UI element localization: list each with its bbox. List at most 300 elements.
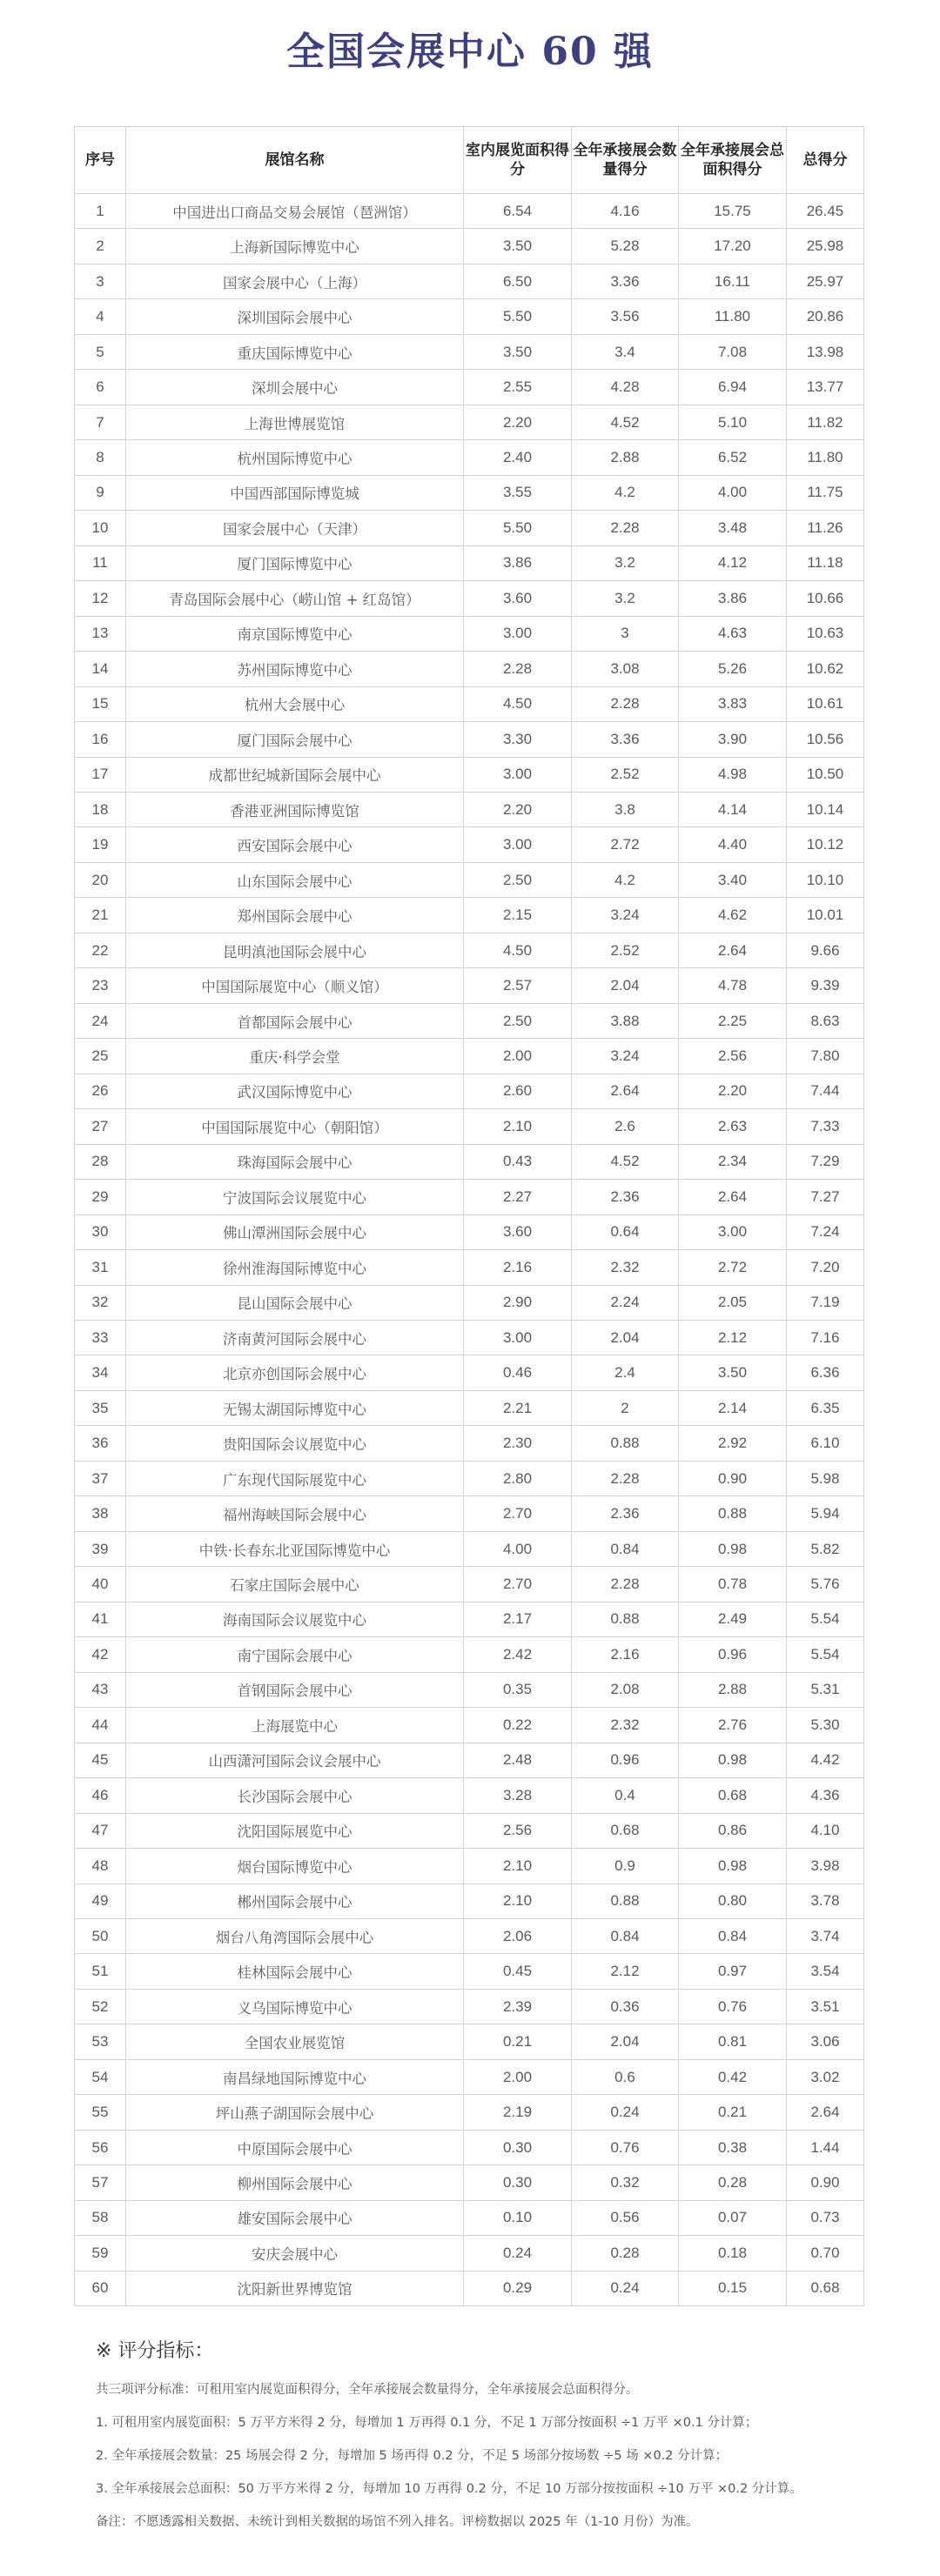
cell-index: 12 bbox=[75, 581, 126, 616]
cell-index: 52 bbox=[75, 1989, 126, 2024]
cell-total-score: 4.42 bbox=[787, 1743, 864, 1777]
cell-exhibition-count-score: 4.16 bbox=[572, 194, 679, 229]
table-row bbox=[75, 1567, 864, 1602]
cell-indoor-area-score: 2.55 bbox=[464, 370, 572, 405]
cell-index: 10 bbox=[75, 511, 126, 545]
cell-exhibition-area-score: 0.84 bbox=[679, 1918, 787, 1953]
cell-exhibition-area-score: 3.40 bbox=[679, 862, 787, 897]
cell-indoor-area-score: 2.00 bbox=[464, 1039, 572, 1074]
cell-exhibition-count-score: 2.32 bbox=[572, 1708, 679, 1743]
cell-index: 34 bbox=[75, 1355, 126, 1390]
cell-exhibition-count-score: 3.24 bbox=[572, 1039, 679, 1074]
cell-index: 35 bbox=[75, 1390, 126, 1425]
cell-total-score: 26.45 bbox=[787, 194, 864, 229]
ranking-table bbox=[74, 126, 864, 2306]
cell-index: 22 bbox=[75, 933, 126, 967]
cell-total-score: 11.82 bbox=[787, 405, 864, 439]
table-row bbox=[75, 1743, 864, 1777]
cell-total-score: 5.30 bbox=[787, 1708, 864, 1743]
cell-indoor-area-score: 3.00 bbox=[464, 827, 572, 862]
table-row bbox=[75, 933, 864, 967]
notes-line: 2. 全年承接展会数量：25 场展会得 2 分，每增加 5 场再得 0.2 分，不足 5 场部分按场数 ÷5 场 ×0.2 分计算； bbox=[96, 2449, 728, 2463]
cell-total-score: 6.10 bbox=[787, 1426, 864, 1461]
cell-index: 1 bbox=[75, 194, 126, 229]
cell-index: 20 bbox=[75, 862, 126, 897]
cell-name: 海南国际会议展览中心 bbox=[126, 1602, 464, 1636]
cell-exhibition-area-score: 0.42 bbox=[679, 2059, 787, 2094]
cell-indoor-area-score: 2.42 bbox=[464, 1637, 572, 1672]
cell-indoor-area-score: 4.50 bbox=[464, 686, 572, 721]
cell-name: 首钢国际会展中心 bbox=[126, 1672, 464, 1707]
cell-exhibition-count-score: 0.68 bbox=[572, 1813, 679, 1848]
table-row bbox=[75, 1708, 864, 1743]
cell-exhibition-area-score: 3.00 bbox=[679, 1214, 787, 1249]
cell-indoor-area-score: 2.56 bbox=[464, 1813, 572, 1848]
cell-total-score: 7.19 bbox=[787, 1285, 864, 1320]
cell-index: 55 bbox=[75, 2095, 126, 2130]
cell-total-score: 4.10 bbox=[787, 1813, 864, 1848]
cell-indoor-area-score: 0.30 bbox=[464, 2130, 572, 2165]
cell-exhibition-count-score: 0.6 bbox=[572, 2059, 679, 2094]
cell-name: 中原国际会展中心 bbox=[126, 2130, 464, 2165]
table-row bbox=[75, 1003, 864, 1038]
cell-index: 32 bbox=[75, 1285, 126, 1320]
cell-indoor-area-score: 2.17 bbox=[464, 1602, 572, 1636]
table-row bbox=[75, 968, 864, 1003]
cell-total-score: 0.68 bbox=[787, 2271, 864, 2305]
cell-index: 37 bbox=[75, 1461, 126, 1495]
cell-total-score: 10.50 bbox=[787, 757, 864, 792]
cell-exhibition-area-score: 2.56 bbox=[679, 1039, 787, 1074]
notes-line: 1. 可租用室内展览面积：5 万平方米得 2 分，每增加 1 万再得 0.1 分，不足 1 万部分按面积 ÷1 万平 ×0.1 分计算； bbox=[96, 2416, 758, 2430]
cell-exhibition-count-score: 3.24 bbox=[572, 898, 679, 933]
cell-indoor-area-score: 0.22 bbox=[464, 1708, 572, 1743]
cell-index: 30 bbox=[75, 1214, 126, 1249]
cell-total-score: 7.80 bbox=[787, 1039, 864, 1074]
cell-exhibition-count-score: 4.2 bbox=[572, 475, 679, 510]
cell-exhibition-area-score: 4.62 bbox=[679, 898, 787, 933]
cell-exhibition-count-score: 2.64 bbox=[572, 1074, 679, 1108]
cell-total-score: 7.16 bbox=[787, 1321, 864, 1355]
table-row bbox=[75, 545, 864, 580]
cell-exhibition-area-score: 0.78 bbox=[679, 1567, 787, 1602]
cell-exhibition-count-score: 2.28 bbox=[572, 1567, 679, 1602]
table-row bbox=[75, 2059, 864, 2094]
cell-indoor-area-score: 2.50 bbox=[464, 1003, 572, 1038]
cell-index: 51 bbox=[75, 1954, 126, 1989]
cell-exhibition-count-score: 3.36 bbox=[572, 264, 679, 298]
cell-name: 上海世博展览馆 bbox=[126, 405, 464, 439]
cell-total-score: 3.51 bbox=[787, 1989, 864, 2024]
cell-exhibition-count-score: 2.88 bbox=[572, 440, 679, 475]
cell-indoor-area-score: 2.10 bbox=[464, 1109, 572, 1144]
cell-name: 深圳国际会展中心 bbox=[126, 299, 464, 334]
cell-indoor-area-score: 3.50 bbox=[464, 229, 572, 264]
cell-exhibition-area-score: 4.14 bbox=[679, 792, 787, 826]
cell-total-score: 5.98 bbox=[787, 1461, 864, 1495]
cell-exhibition-area-score: 2.49 bbox=[679, 1602, 787, 1636]
cell-indoor-area-score: 2.50 bbox=[464, 862, 572, 897]
cell-indoor-area-score: 6.50 bbox=[464, 264, 572, 298]
cell-exhibition-count-score: 0.88 bbox=[572, 1883, 679, 1918]
cell-indoor-area-score: 3.00 bbox=[464, 757, 572, 792]
cell-total-score: 0.73 bbox=[787, 2200, 864, 2235]
cell-exhibition-count-score: 2.52 bbox=[572, 933, 679, 967]
cell-exhibition-area-score: 5.26 bbox=[679, 652, 787, 686]
table-row bbox=[75, 1531, 864, 1566]
table-body bbox=[75, 194, 864, 2306]
cell-name: 南京国际博览中心 bbox=[126, 616, 464, 651]
cell-exhibition-area-score: 2.92 bbox=[679, 1426, 787, 1461]
cell-exhibition-area-score: 0.80 bbox=[679, 1883, 787, 1918]
cell-name: 首都国际会展中心 bbox=[126, 1003, 464, 1038]
table-row bbox=[75, 440, 864, 475]
cell-total-score: 9.39 bbox=[787, 968, 864, 1003]
table-row bbox=[75, 1954, 864, 1989]
cell-exhibition-area-score: 3.50 bbox=[679, 1355, 787, 1390]
table-row bbox=[75, 1778, 864, 1813]
cell-index: 43 bbox=[75, 1672, 126, 1707]
table-row bbox=[75, 1496, 864, 1531]
cell-exhibition-count-score: 3.36 bbox=[572, 722, 679, 757]
cell-exhibition-count-score: 2.04 bbox=[572, 968, 679, 1003]
cell-index: 16 bbox=[75, 722, 126, 757]
cell-exhibition-count-score: 2 bbox=[572, 1390, 679, 1425]
table-row bbox=[75, 862, 864, 897]
cell-name: 佛山潭洲国际会展中心 bbox=[126, 1214, 464, 1249]
cell-exhibition-area-score: 2.72 bbox=[679, 1250, 787, 1285]
cell-exhibition-count-score: 0.76 bbox=[572, 2130, 679, 2165]
cell-index: 21 bbox=[75, 898, 126, 933]
cell-exhibition-count-score: 2.24 bbox=[572, 1285, 679, 1320]
cell-indoor-area-score: 5.50 bbox=[464, 299, 572, 334]
cell-index: 59 bbox=[75, 2236, 126, 2271]
cell-exhibition-count-score: 2.04 bbox=[572, 1321, 679, 1355]
cell-total-score: 6.35 bbox=[787, 1390, 864, 1425]
cell-exhibition-count-score: 0.24 bbox=[572, 2095, 679, 2130]
cell-name: 杭州国际博览中心 bbox=[126, 440, 464, 475]
cell-total-score: 0.70 bbox=[787, 2236, 864, 2271]
cell-name: 长沙国际会展中心 bbox=[126, 1778, 464, 1813]
cell-total-score: 25.98 bbox=[787, 229, 864, 264]
header-name: 展馆名称 bbox=[126, 127, 464, 194]
cell-name: 沈阳新世界博览馆 bbox=[126, 2271, 464, 2305]
cell-exhibition-count-score: 2.32 bbox=[572, 1250, 679, 1285]
cell-exhibition-count-score: 4.52 bbox=[572, 1144, 679, 1179]
table-row bbox=[75, 2271, 864, 2305]
cell-exhibition-count-score: 2.4 bbox=[572, 1355, 679, 1390]
cell-exhibition-count-score: 2.16 bbox=[572, 1637, 679, 1672]
cell-exhibition-area-score: 0.98 bbox=[679, 1743, 787, 1777]
cell-total-score: 3.06 bbox=[787, 2024, 864, 2059]
cell-index: 15 bbox=[75, 686, 126, 721]
cell-total-score: 10.12 bbox=[787, 827, 864, 862]
cell-index: 56 bbox=[75, 2130, 126, 2165]
cell-indoor-area-score: 0.21 bbox=[464, 2024, 572, 2059]
table-row bbox=[75, 1849, 864, 1883]
cell-exhibition-count-score: 2.72 bbox=[572, 827, 679, 862]
cell-name: 国家会展中心（上海） bbox=[126, 264, 464, 298]
cell-total-score: 3.54 bbox=[787, 1954, 864, 1989]
table-row bbox=[75, 264, 864, 298]
cell-exhibition-count-score: 2.6 bbox=[572, 1109, 679, 1144]
cell-exhibition-area-score: 3.48 bbox=[679, 511, 787, 545]
table-row bbox=[75, 334, 864, 369]
table-row bbox=[75, 2236, 864, 2271]
header-total-score: 总得分 bbox=[787, 127, 864, 194]
table-row bbox=[75, 1672, 864, 1707]
table-row bbox=[75, 757, 864, 792]
cell-indoor-area-score: 0.30 bbox=[464, 2165, 572, 2200]
table-row bbox=[75, 194, 864, 229]
cell-index: 19 bbox=[75, 827, 126, 862]
cell-indoor-area-score: 0.46 bbox=[464, 1355, 572, 1390]
cell-exhibition-area-score: 2.12 bbox=[679, 1321, 787, 1355]
cell-total-score: 9.66 bbox=[787, 933, 864, 967]
cell-exhibition-area-score: 2.14 bbox=[679, 1390, 787, 1425]
cell-exhibition-area-score: 6.52 bbox=[679, 440, 787, 475]
cell-exhibition-area-score: 2.20 bbox=[679, 1074, 787, 1108]
cell-indoor-area-score: 2.16 bbox=[464, 1250, 572, 1285]
cell-indoor-area-score: 2.28 bbox=[464, 652, 572, 686]
cell-exhibition-count-score: 5.28 bbox=[572, 229, 679, 264]
cell-total-score: 4.36 bbox=[787, 1778, 864, 1813]
cell-index: 5 bbox=[75, 334, 126, 369]
cell-index: 17 bbox=[75, 757, 126, 792]
table-row bbox=[75, 1390, 864, 1425]
table-row bbox=[75, 686, 864, 721]
table-row bbox=[75, 1180, 864, 1214]
cell-total-score: 8.63 bbox=[787, 1003, 864, 1038]
cell-exhibition-area-score: 0.38 bbox=[679, 2130, 787, 2165]
cell-indoor-area-score: 2.10 bbox=[464, 1883, 572, 1918]
cell-name: 坪山燕子湖国际会展中心 bbox=[126, 2095, 464, 2130]
cell-name: 武汉国际博览中心 bbox=[126, 1074, 464, 1108]
cell-name: 山东国际会展中心 bbox=[126, 862, 464, 897]
cell-exhibition-area-score: 2.76 bbox=[679, 1708, 787, 1743]
table-row bbox=[75, 1250, 864, 1285]
cell-exhibition-count-score: 2.04 bbox=[572, 2024, 679, 2059]
cell-exhibition-count-score: 4.28 bbox=[572, 370, 679, 405]
cell-name: 中铁·长春东北亚国际博览中心 bbox=[126, 1531, 464, 1566]
cell-indoor-area-score: 2.15 bbox=[464, 898, 572, 933]
cell-total-score: 10.14 bbox=[787, 792, 864, 826]
cell-index: 2 bbox=[75, 229, 126, 264]
cell-indoor-area-score: 3.50 bbox=[464, 334, 572, 369]
cell-total-score: 7.33 bbox=[787, 1109, 864, 1144]
cell-exhibition-count-score: 2.08 bbox=[572, 1672, 679, 1707]
scoring-notes bbox=[96, 2338, 896, 2539]
cell-indoor-area-score: 2.19 bbox=[464, 2095, 572, 2130]
cell-name: 石家庄国际会展中心 bbox=[126, 1567, 464, 1602]
cell-indoor-area-score: 2.30 bbox=[464, 1426, 572, 1461]
cell-exhibition-count-score: 0.64 bbox=[572, 1214, 679, 1249]
cell-total-score: 5.76 bbox=[787, 1567, 864, 1602]
cell-exhibition-count-score: 4.2 bbox=[572, 862, 679, 897]
cell-indoor-area-score: 3.60 bbox=[464, 1214, 572, 1249]
cell-exhibition-area-score: 16.11 bbox=[679, 264, 787, 298]
cell-exhibition-area-score: 3.86 bbox=[679, 581, 787, 616]
cell-name: 烟台八角湾国际会展中心 bbox=[126, 1918, 464, 1953]
cell-index: 44 bbox=[75, 1708, 126, 1743]
cell-total-score: 5.82 bbox=[787, 1531, 864, 1566]
cell-indoor-area-score: 4.00 bbox=[464, 1531, 572, 1566]
cell-name: 贵阳国际会议展览中心 bbox=[126, 1426, 464, 1461]
cell-name: 安庆会展中心 bbox=[126, 2236, 464, 2271]
cell-total-score: 6.36 bbox=[787, 1355, 864, 1390]
table-row bbox=[75, 2130, 864, 2165]
cell-index: 25 bbox=[75, 1039, 126, 1074]
cell-name: 中国国际展览中心（顺义馆） bbox=[126, 968, 464, 1003]
cell-index: 54 bbox=[75, 2059, 126, 2094]
cell-total-score: 7.27 bbox=[787, 1180, 864, 1214]
cell-exhibition-area-score: 0.97 bbox=[679, 1954, 787, 1989]
cell-name: 烟台国际博览中心 bbox=[126, 1849, 464, 1883]
cell-total-score: 13.98 bbox=[787, 334, 864, 369]
cell-indoor-area-score: 0.43 bbox=[464, 1144, 572, 1179]
cell-name: 厦门国际博览中心 bbox=[126, 545, 464, 580]
cell-name: 无锡太湖国际博览中心 bbox=[126, 1390, 464, 1425]
cell-indoor-area-score: 2.00 bbox=[464, 2059, 572, 2094]
cell-total-score: 10.01 bbox=[787, 898, 864, 933]
cell-exhibition-count-score: 3.88 bbox=[572, 1003, 679, 1038]
table-row bbox=[75, 898, 864, 933]
cell-name: 香港亚洲国际博览馆 bbox=[126, 792, 464, 826]
cell-indoor-area-score: 2.06 bbox=[464, 1918, 572, 1953]
cell-total-score: 5.94 bbox=[787, 1496, 864, 1531]
cell-exhibition-area-score: 2.64 bbox=[679, 933, 787, 967]
cell-exhibition-count-score: 2.12 bbox=[572, 1954, 679, 1989]
cell-name: 深圳会展中心 bbox=[126, 370, 464, 405]
cell-exhibition-area-score: 4.63 bbox=[679, 616, 787, 651]
table-row bbox=[75, 1883, 864, 1918]
cell-indoor-area-score: 2.20 bbox=[464, 792, 572, 826]
table-row bbox=[75, 1602, 864, 1636]
header-exhibition-count-score: 全年承接展会数量得分 bbox=[572, 127, 679, 194]
cell-exhibition-count-score: 3.08 bbox=[572, 652, 679, 686]
cell-indoor-area-score: 3.28 bbox=[464, 1778, 572, 1813]
cell-total-score: 3.02 bbox=[787, 2059, 864, 2094]
cell-total-score: 10.61 bbox=[787, 686, 864, 721]
cell-exhibition-area-score: 2.88 bbox=[679, 1672, 787, 1707]
cell-exhibition-count-score: 0.88 bbox=[572, 1602, 679, 1636]
cell-exhibition-area-score: 4.12 bbox=[679, 545, 787, 580]
table-row bbox=[75, 1813, 864, 1848]
cell-exhibition-area-score: 2.64 bbox=[679, 1180, 787, 1214]
cell-name: 南昌绿地国际博览中心 bbox=[126, 2059, 464, 2094]
cell-name: 青岛国际会展中心（崂山馆 + 红岛馆） bbox=[126, 581, 464, 616]
cell-name: 广东现代国际展览中心 bbox=[126, 1461, 464, 1495]
cell-index: 48 bbox=[75, 1849, 126, 1883]
table-row bbox=[75, 370, 864, 405]
cell-index: 36 bbox=[75, 1426, 126, 1461]
cell-exhibition-area-score: 3.90 bbox=[679, 722, 787, 757]
table-row bbox=[75, 827, 864, 862]
cell-index: 42 bbox=[75, 1637, 126, 1672]
table-row bbox=[75, 652, 864, 686]
cell-name: 昆明滇池国际会展中心 bbox=[126, 933, 464, 967]
cell-exhibition-count-score: 4.52 bbox=[572, 405, 679, 439]
table-row bbox=[75, 1426, 864, 1461]
cell-exhibition-area-score: 0.68 bbox=[679, 1778, 787, 1813]
cell-exhibition-count-score: 3.2 bbox=[572, 545, 679, 580]
cell-name: 上海新国际博览中心 bbox=[126, 229, 464, 264]
cell-exhibition-count-score: 0.32 bbox=[572, 2165, 679, 2200]
cell-index: 28 bbox=[75, 1144, 126, 1179]
cell-indoor-area-score: 0.10 bbox=[464, 2200, 572, 2235]
cell-total-score: 3.98 bbox=[787, 1849, 864, 1883]
cell-exhibition-count-score: 0.24 bbox=[572, 2271, 679, 2305]
cell-indoor-area-score: 3.60 bbox=[464, 581, 572, 616]
cell-indoor-area-score: 0.24 bbox=[464, 2236, 572, 2271]
cell-exhibition-area-score: 0.90 bbox=[679, 1461, 787, 1495]
cell-total-score: 2.64 bbox=[787, 2095, 864, 2130]
cell-exhibition-area-score: 4.00 bbox=[679, 475, 787, 510]
cell-indoor-area-score: 0.29 bbox=[464, 2271, 572, 2305]
table-row bbox=[75, 1918, 864, 1953]
cell-indoor-area-score: 0.35 bbox=[464, 1672, 572, 1707]
cell-exhibition-count-score: 0.88 bbox=[572, 1426, 679, 1461]
cell-indoor-area-score: 2.90 bbox=[464, 1285, 572, 1320]
table-row bbox=[75, 299, 864, 334]
cell-indoor-area-score: 2.80 bbox=[464, 1461, 572, 1495]
cell-exhibition-area-score: 0.88 bbox=[679, 1496, 787, 1531]
table-row bbox=[75, 229, 864, 264]
cell-exhibition-area-score: 6.94 bbox=[679, 370, 787, 405]
table-row bbox=[75, 1355, 864, 1390]
cell-indoor-area-score: 3.86 bbox=[464, 545, 572, 580]
cell-total-score: 25.97 bbox=[787, 264, 864, 298]
cell-exhibition-count-score: 2.36 bbox=[572, 1496, 679, 1531]
cell-total-score: 7.24 bbox=[787, 1214, 864, 1249]
cell-exhibition-area-score: 2.63 bbox=[679, 1109, 787, 1144]
cell-total-score: 10.62 bbox=[787, 652, 864, 686]
table-row bbox=[75, 1461, 864, 1495]
table-row bbox=[75, 1109, 864, 1144]
cell-name: 中国国际展览中心（朝阳馆） bbox=[126, 1109, 464, 1144]
cell-exhibition-count-score: 2.52 bbox=[572, 757, 679, 792]
table-header-row bbox=[75, 127, 864, 194]
header-indoor-area-score: 室内展览面积得分 bbox=[464, 127, 572, 194]
cell-name: 国家会展中心（天津） bbox=[126, 511, 464, 545]
cell-index: 45 bbox=[75, 1743, 126, 1777]
cell-total-score: 3.74 bbox=[787, 1918, 864, 1953]
cell-exhibition-area-score: 2.34 bbox=[679, 1144, 787, 1179]
cell-exhibition-count-score: 3.4 bbox=[572, 334, 679, 369]
cell-index: 46 bbox=[75, 1778, 126, 1813]
cell-name: 昆山国际会展中心 bbox=[126, 1285, 464, 1320]
cell-exhibition-area-score: 17.20 bbox=[679, 229, 787, 264]
table-row bbox=[75, 616, 864, 651]
cell-indoor-area-score: 3.00 bbox=[464, 1321, 572, 1355]
cell-indoor-area-score: 3.30 bbox=[464, 722, 572, 757]
cell-name: 上海展览中心 bbox=[126, 1708, 464, 1743]
table-row bbox=[75, 581, 864, 616]
cell-index: 4 bbox=[75, 299, 126, 334]
table-row bbox=[75, 1144, 864, 1179]
cell-total-score: 11.18 bbox=[787, 545, 864, 580]
cell-indoor-area-score: 2.70 bbox=[464, 1567, 572, 1602]
cell-name: 中国西部国际博览城 bbox=[126, 475, 464, 510]
cell-indoor-area-score: 2.40 bbox=[464, 440, 572, 475]
cell-index: 8 bbox=[75, 440, 126, 475]
page-title: 全国会展中心 60 强 bbox=[286, 30, 654, 74]
cell-name: 郑州国际会展中心 bbox=[126, 898, 464, 933]
cell-index: 27 bbox=[75, 1109, 126, 1144]
cell-exhibition-area-score: 2.25 bbox=[679, 1003, 787, 1038]
cell-index: 6 bbox=[75, 370, 126, 405]
cell-indoor-area-score: 2.39 bbox=[464, 1989, 572, 2024]
